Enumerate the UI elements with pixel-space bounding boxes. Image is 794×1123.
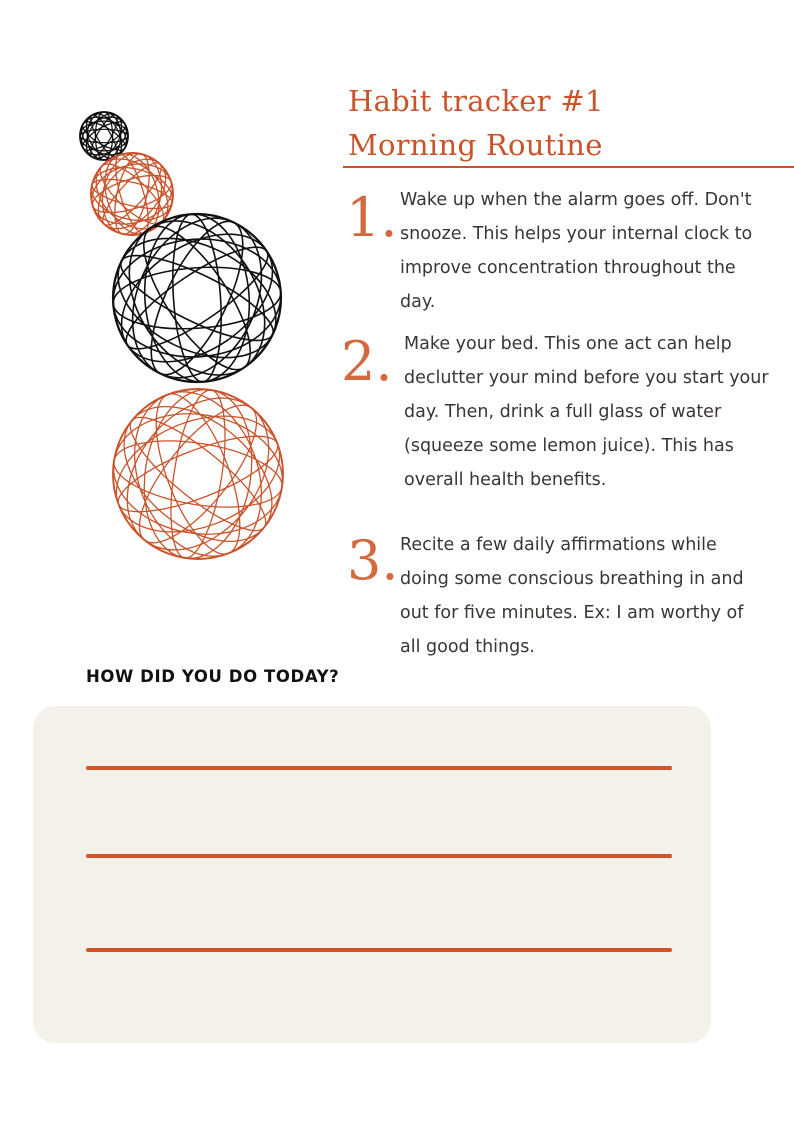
step-3-text: Recite a few daily affirmations while doing some conscious breathing in and out for five minutes. Ex: I am worthy of all good things. [400,535,744,657]
step-1-text: Wake up when the alarm goes off. Don't snooze. This helps your internal clock to improve concentration throughout the day. [400,190,753,312]
step-1-number: 1. [346,186,398,249]
page-title-line-1: Habit tracker #1 [348,84,604,118]
reflection-writing-box [33,706,711,1043]
title-divider [343,166,794,168]
reflection-question: HOW DID YOU DO TODAY? [86,667,340,686]
wireframe-spheres-illustration [0,0,300,570]
step-2-number: 2. [341,330,393,393]
writing-line[interactable] [86,948,672,952]
step-3-number: 3. [347,529,399,592]
wire-sphere-large-orange [98,370,297,570]
step-2-text: Make your bed. This one act can help declutter your mind before you start your day. Then, drink a full glass of water (squeeze some lemon juice). This has overall health benefits. [404,334,769,490]
page-title-line-2: Morning Routine [348,128,603,162]
writing-line[interactable] [86,766,672,770]
writing-line[interactable] [86,854,672,858]
